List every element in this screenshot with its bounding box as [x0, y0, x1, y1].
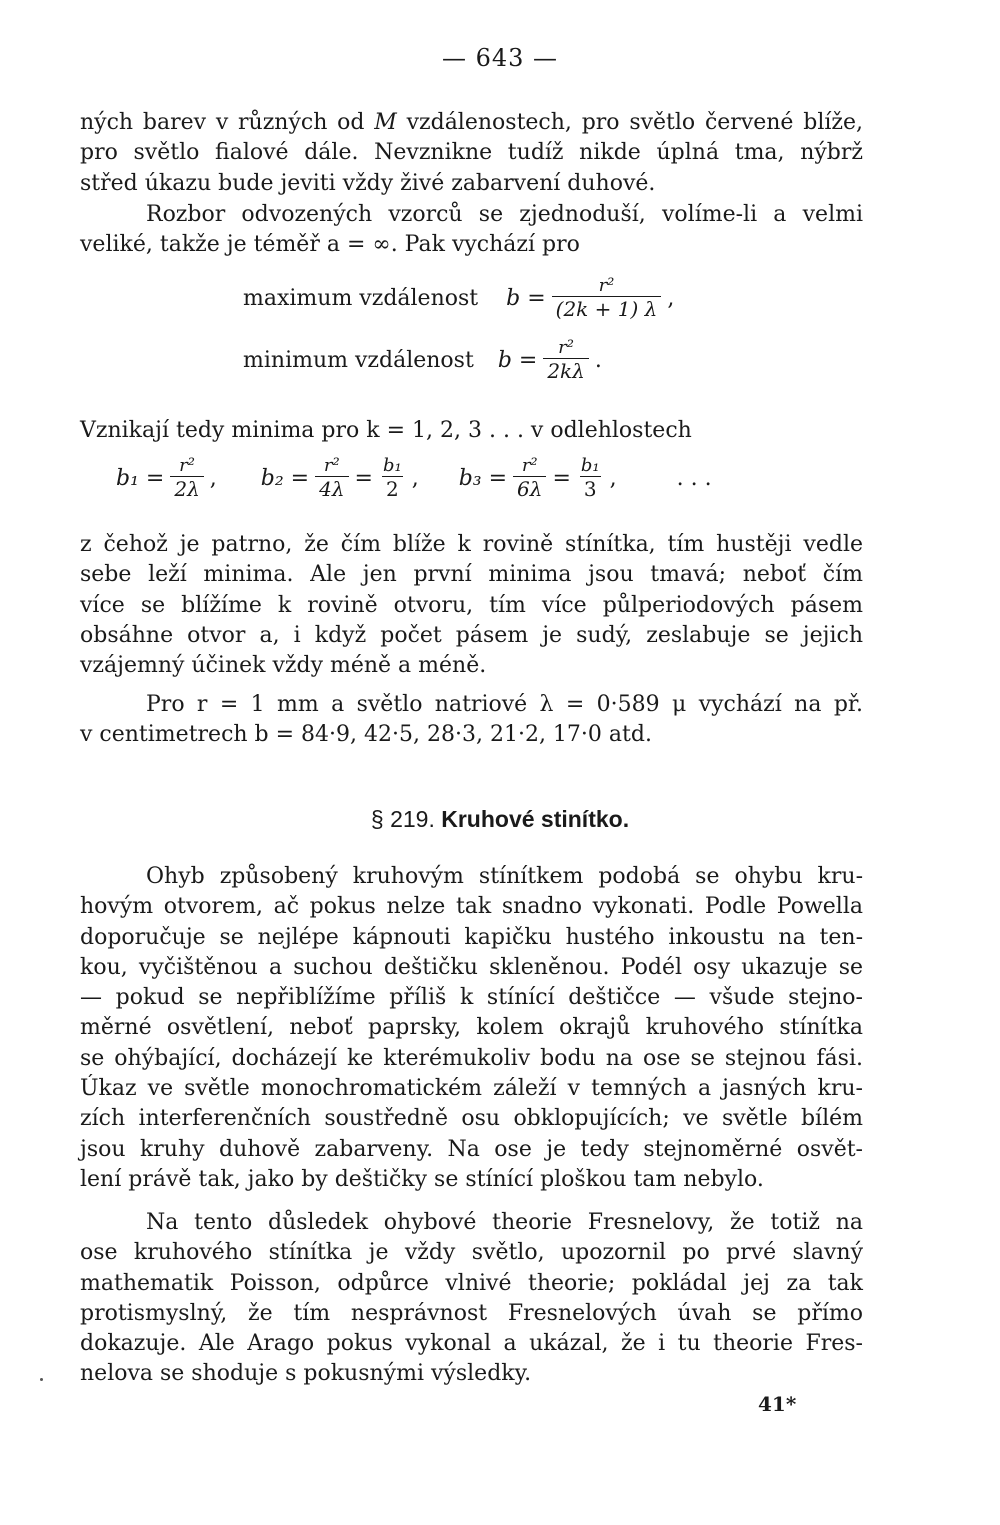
paragraph-3 [80, 530, 863, 681]
numerator: b₁ [382, 455, 402, 476]
minima-formulas [116, 456, 816, 501]
b3-lhs: b₃ = [458, 466, 508, 491]
denominator: 4λ [315, 476, 348, 501]
denominator: 2λ [170, 476, 203, 501]
text-line: sebe leží minima. Ale jen první minima jsou tmavá; neboť čím [80, 562, 863, 588]
formula-label: maximum vzdálenost [243, 286, 479, 311]
paragraph-5 [80, 862, 863, 1195]
fraction [379, 456, 406, 501]
ellipsis: . . . [676, 466, 712, 491]
section-heading [0, 806, 1000, 833]
formula-trail: , [209, 466, 217, 491]
text-line: hovým otvorem, ač pokus nelze tak snadno vykonati. Podle Powella [80, 894, 863, 920]
signature-mark: 41* [758, 1392, 797, 1416]
b1-lhs: b₁ = [116, 466, 165, 491]
text-line: kou, vyčištěnou a suchou deštičku skleněnou. Podél osy ukazuje se [80, 954, 863, 980]
text-line: Úkaz ve světle monochromatickém záleží v temných a jasných kru- [80, 1076, 863, 1102]
paragraph-4 [80, 690, 863, 751]
text-line: Na tento důsledek ohybové theorie Fresnelovy, že totiž na [146, 1210, 863, 1235]
margin-dot [40, 1378, 43, 1381]
b2-lhs: b₂ = [260, 466, 310, 491]
formula-lhs: b = [497, 348, 538, 373]
formula-trail: , [411, 466, 419, 491]
paragraph-6 [80, 1208, 863, 1390]
text-line: nelova se shoduje s pokusnými výsledky. [80, 1361, 532, 1387]
paragraph-1 [80, 108, 863, 199]
text-line: pro světlo fialové dále. Nevznikne tudíž nikde úplná tma, nýbrž [80, 140, 863, 166]
text-line: protismyslný, že tím nesprávnost Fresnelových úvah se přímo [80, 1300, 863, 1326]
text-line: Rozbor odvozených vzorců se zjednoduší, volíme-li a velmi [146, 202, 863, 227]
text-line: veliké, takže je téměř a = ∞. Pak vychází pro [80, 232, 580, 258]
text-line: mathematik Poisson, odpůrce vlnivé theorie; pokládal jej za tak [80, 1270, 863, 1296]
text-line: Pro r = 1 mm a světlo natriové λ = 0·589 μ vychází na př. [146, 692, 863, 717]
equals: = [552, 466, 571, 491]
numerator: r² [558, 337, 574, 358]
minima-intro [80, 416, 863, 446]
denominator: 2kλ [543, 358, 589, 383]
formula-label: minimum vzdálenost [243, 348, 474, 373]
denominator: 3 [580, 476, 601, 501]
text-line: z čehož je patrno, že čím blíže k rovině stínítka, tím hustěji vedle [80, 532, 863, 557]
text-line: doporučuje se nejlépe kápnouti kapičku hustého inkoustu na ten- [80, 924, 863, 950]
text-line: — pokud se nepřiblížíme příliš k stínící deštičce — všude stejno- [80, 985, 863, 1011]
text-line: měrné osvětlení, neboť paprsky, kolem okrajů kruhového stínítka [80, 1015, 863, 1041]
page-number: — 643 — [441, 44, 559, 72]
paragraph-2 [80, 200, 863, 261]
formula-trail: , [609, 466, 617, 491]
formula-maximum [243, 276, 674, 321]
numerator: r² [521, 455, 538, 476]
text-line: Vznikají tedy minima pro k = 1, 2, 3 . . . v odlehlostech [80, 418, 692, 443]
numerator: b₁ [580, 455, 600, 476]
text-line: více se blížíme k rovině otvoru, tím více půlperiodových pásem [80, 592, 863, 618]
fraction [577, 456, 604, 501]
denominator: 2 [382, 476, 403, 501]
fraction [170, 456, 203, 501]
text-line: lení právě tak, jako by deštičky se stínící ploškou tam nebylo. [80, 1166, 764, 1192]
section-title: Kruhové stinítko. [441, 806, 630, 832]
numerator: r² [179, 455, 195, 476]
text-line: Ohyb způsobený kruhovým stínítkem podobá se ohybu kru- [146, 864, 863, 889]
text-line: střed úkazu bude jeviti vždy živé zabarvení duhové. [80, 170, 656, 196]
formula-trail: . [594, 348, 602, 373]
text-line: obsáhne otvor a, i když počet pásem je sudý, zeslabuje se jejich [80, 622, 863, 648]
formula-trail: , [667, 286, 675, 311]
denominator: 6λ [513, 476, 546, 501]
denominator: (2k + 1) λ [552, 296, 662, 321]
text-line: zích interferenčních soustředně osu obklopujících; ve světle bílém [80, 1106, 863, 1132]
formula-minimum [243, 338, 602, 383]
fraction [552, 276, 662, 321]
fraction [543, 338, 589, 383]
formula-lhs: b = [506, 286, 546, 311]
text-line: v centimetrech b = 84·9, 42·5, 28·3, 21·2, 17·0 atd. [80, 722, 652, 748]
text-line: se ohýbající, docházejí ke kterémukoliv bodu na ose se stejnou fási. [80, 1045, 863, 1071]
fraction [513, 456, 546, 501]
text-line: vzájemný účinek vždy méně a méně. [80, 653, 487, 679]
fraction [315, 456, 348, 501]
text-line: ných barev v různých od M vzdálenostech, pro světlo červené blíže, [80, 110, 863, 135]
text-line: ose kruhového stínítka je vždy světlo, upozornil po prvé slavný [80, 1240, 863, 1266]
numerator: r² [323, 455, 340, 476]
text-line: jsou kruhy duhově zabarveny. Na ose je tedy stejnoměrné osvět- [80, 1136, 863, 1162]
text-line: dokazuje. Ale Arago pokus vykonal a ukázal, že i tu theorie Fres- [80, 1331, 863, 1357]
section-number: § 219. [370, 806, 435, 832]
equals: = [354, 466, 373, 491]
numerator: r² [598, 275, 615, 296]
